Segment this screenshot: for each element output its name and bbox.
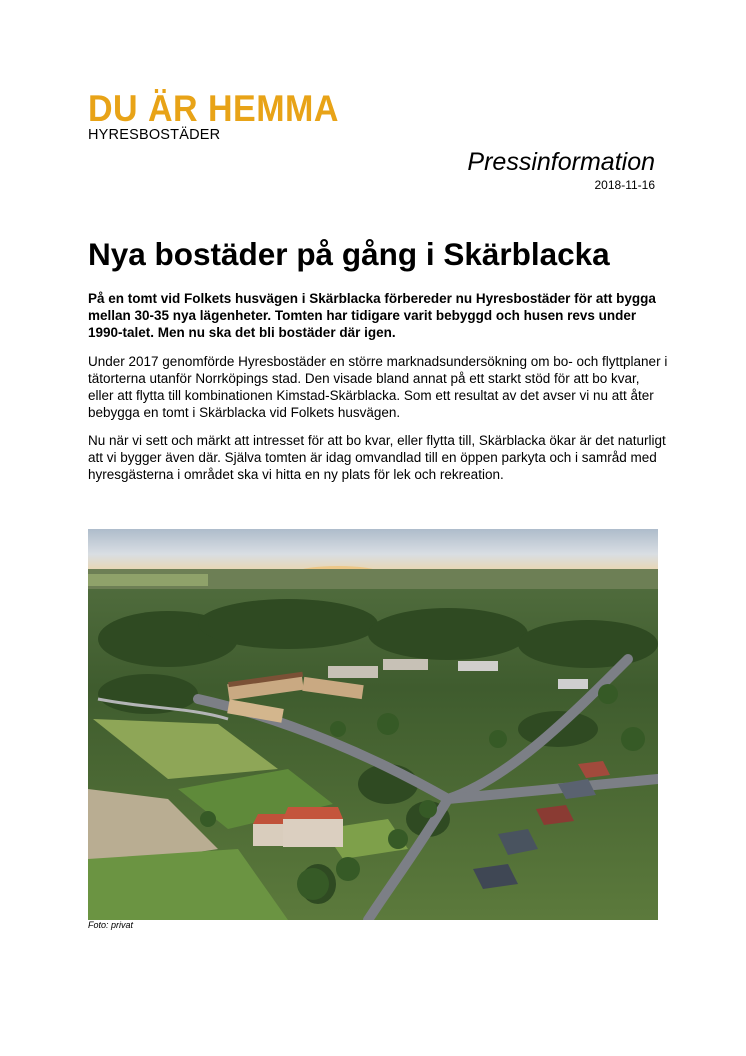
logo-subtitle: HYRESBOSTÄDER — [88, 127, 221, 143]
logo — [88, 88, 361, 143]
body-paragraph-1: Under 2017 genomförde Hyresbostäder en större marknadsundersökning om bo- och flyttplaner i tätorterna utanför Norrköpings stad. Den visade bland annat på ett starkt stöd för att bo kvar, eller att flytta till kombinationen Kimstad-Skärblacka. Som ett resultat av det avser vi nu att åter bebygga en tomt i Skärblacka vid Folkets husvägen. — [88, 354, 668, 420]
photo-caption: Foto: privat — [88, 920, 134, 930]
logo-wordmark: DU ÄR HEMMA — [88, 88, 339, 129]
press-date: 2018-11-16 — [594, 178, 655, 192]
lead-paragraph: På en tomt vid Folkets husvägen i Skärblacka förbereder nu Hyresbostäder för att bygga mellan 30-35 nya lägenheter. Tomten har tidigare varit bebyggd och husen revs under 1990-talet. Men nu ska det bli bostäder där igen. — [88, 291, 656, 340]
press-label: Pressinformation — [467, 148, 655, 176]
page-title: Nya bostäder på gång i Skärblacka — [88, 236, 610, 272]
aerial-photo — [88, 529, 658, 920]
body-paragraph-2: Nu när vi sett och märkt att intresset för att bo kvar, eller flytta till, Skärblacka ökar är det naturligt att vi bygger även där. Själva tomten är idag omvandlad till en öppen parkyta och i samråd med hyresgästerna i området ska vi hitta en ny plats för lek och rekreation. — [88, 433, 666, 482]
